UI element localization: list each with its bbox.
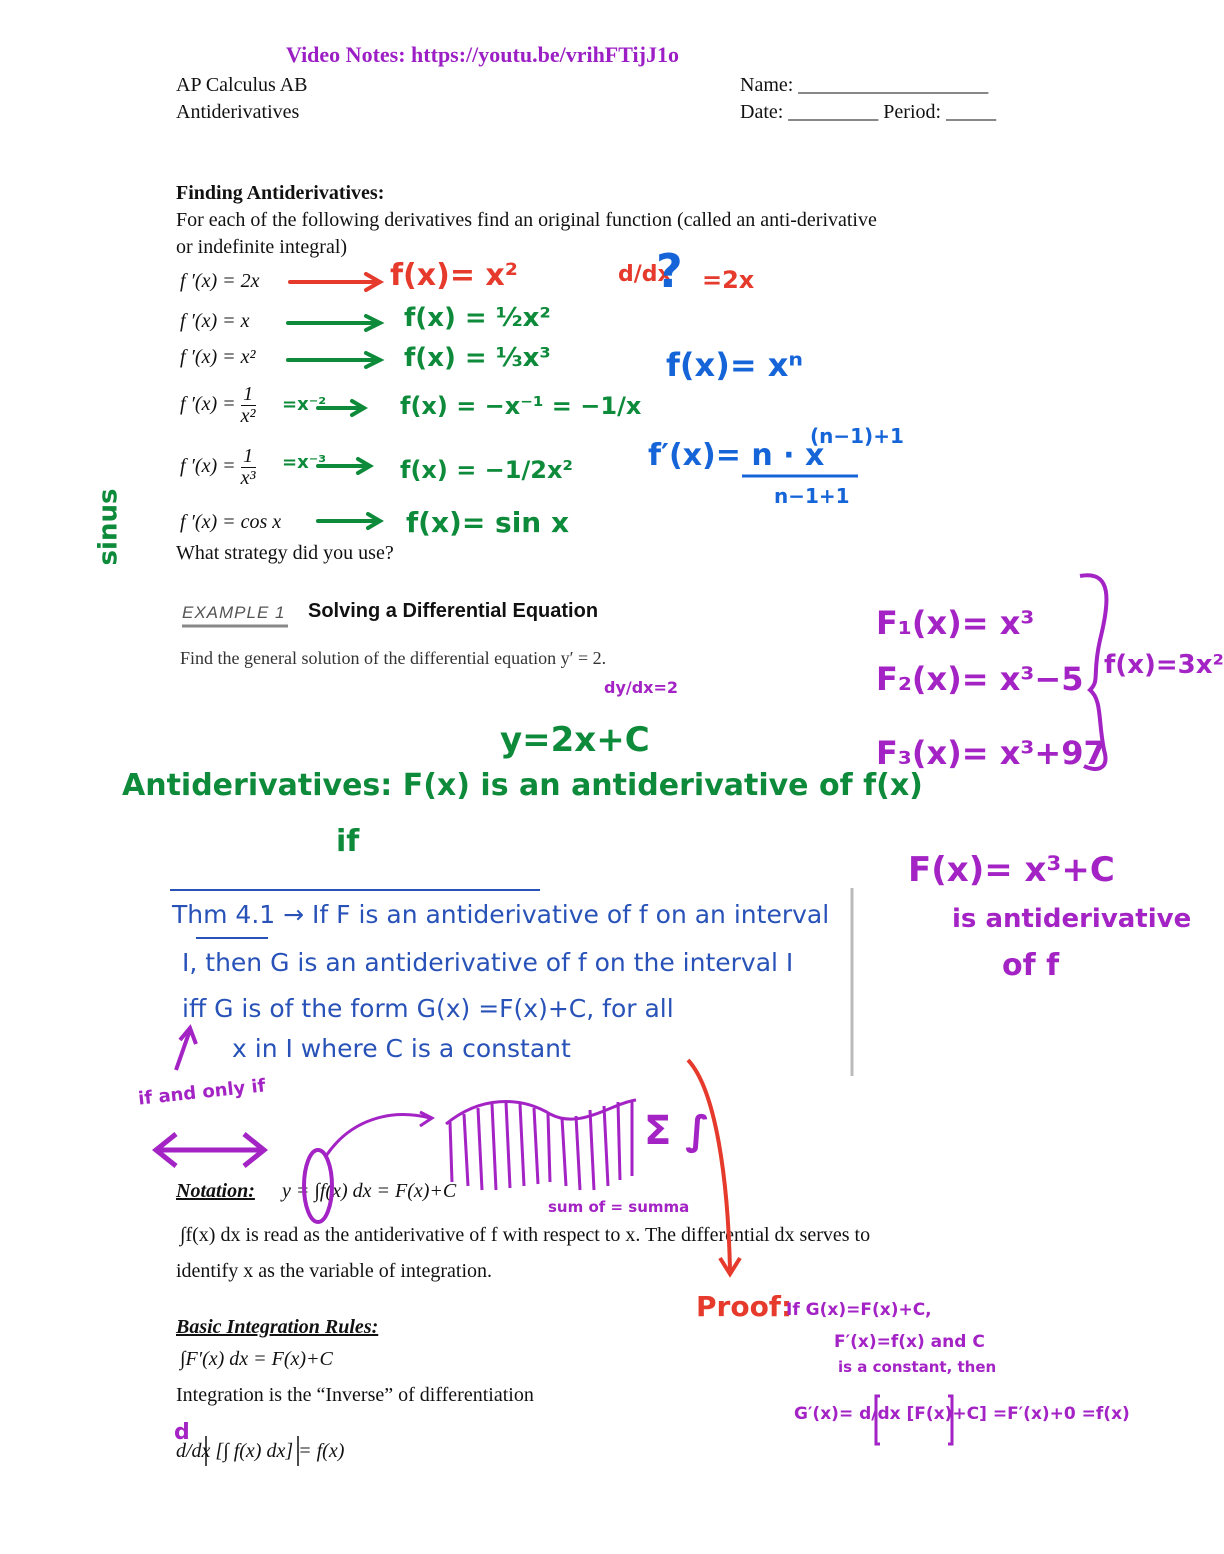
proof-line-4: G′(x)= d/dx [F(x)+C] =F′(x)+0 =f(x) [794,1404,1130,1424]
frac-num: 1 [241,384,256,406]
sigma-integral: Σ ∫ [644,1108,710,1154]
derivative-5-lhs: f ′(x) = [180,455,236,478]
sum-of-note: sum of = summa [548,1198,690,1216]
riemann-sum-sketch [446,1100,636,1190]
antiderivative-definition: Antiderivatives: F(x) is an antiderivative of f(x) [122,768,923,803]
dydx-note: dy/dx=2 [604,678,679,697]
equals-2x: =2x [702,266,755,294]
inverse-note: Integration is the “Inverse” of differentiation [176,1384,534,1406]
integral-circle [304,1150,332,1222]
derivative-4-lhs: f ′(x) = [180,393,236,416]
answer-4: f(x) = −x⁻¹ = −1/x [400,392,642,420]
antiderivative-F3: F₃(x)= x³+97 [876,734,1106,772]
power-rule-exponent: (n−1)+1 [810,424,904,448]
general-solution: y=2x+C [500,720,650,760]
inline-note-1: =x⁻² [282,394,327,415]
derivative-3: f ′(x) = x² [180,346,256,368]
proof-line-1: If G(x)=F(x)+C, [786,1300,932,1320]
power-function: f(x)= xⁿ [666,346,803,384]
general-antiderivative: F(x)= x³+C [908,850,1115,890]
course-title: AP Calculus AB [176,74,308,96]
iff-note: if and only if [137,1075,267,1110]
finding-prompt-1: For each of the following derivatives find an original function (called an anti-derivative [176,209,877,231]
side-note-sinus: sinus [93,488,124,566]
if-word: if [336,824,360,859]
frac-num: 1 [241,446,256,468]
inline-note-2: =x⁻³ [282,452,327,473]
rules-title: Basic Integration Rules: [176,1316,379,1338]
ddx-note: d/dx [618,262,672,287]
power-rule-denominator: n−1+1 [774,484,850,508]
derivative-1: f ′(x) = 2x [180,270,260,292]
power-rule-derivative: f′(x)= n · x [648,438,825,473]
derivative-6: f ′(x) = cos x [180,511,282,533]
theorem-line-4: x in I where C is a constant [232,1034,571,1063]
date-period-field: Date: _________ Period: _____ [740,101,997,123]
example-tag: EXAMPLE 1 [182,603,286,622]
antiderivative-F1: F₁(x)= x³ [876,604,1035,642]
notation-line-1: ∫f(x) dx is read as the antiderivative of f with respect to x. The differential dx serves to [180,1224,871,1246]
rule-2: d/dx [∫ f(x) dx] = f(x) [176,1440,345,1462]
question-mark: ? [656,244,683,298]
example-title: Solving a Differential Equation [308,600,599,622]
rule-1: ∫F′(x) dx = F(x)+C [180,1348,333,1370]
proof-line-2: F′(x)=f(x) and C [834,1332,985,1352]
frac-den: x² [240,405,256,427]
notation-formula: y = ∫f(x) dx = F(x)+C [282,1180,457,1202]
answer-5: f(x) = −1/2x² [400,456,573,484]
answer-1: f(x)= x² [390,258,518,293]
answer-3: f(x) = ⅓x³ [404,343,551,373]
strategy-question: What strategy did you use? [176,542,394,564]
notation-line-2: identify x as the variable of integration. [176,1260,493,1282]
name-field: Name: ___________________ [740,74,989,96]
frac-den: x³ [240,467,256,489]
antiderivative-F2: F₂(x)= x³−5 [876,660,1084,698]
answer-6: f(x)= sin x [406,506,570,539]
d-mark: d [174,1420,190,1445]
derivative-2: f ′(x) = x [180,310,250,332]
theorem-line-3: iff G is of the form G(x) =F(x)+C, for all [182,994,674,1023]
theorem-line-1: Thm 4.1 → If F is an antiderivative of f on an interval [172,900,830,929]
example-problem: Find the general solution of the differential equation y′ = 2. [180,648,607,668]
proof-line-3: is a constant, then [838,1358,997,1376]
topic-title: Antiderivatives [176,101,300,123]
theorem-line-2: I, then G is an antiderivative of f on the interval I [182,948,794,977]
answer-2: f(x) = ½x² [404,303,551,333]
finding-title: Finding Antiderivatives: [176,182,385,204]
finding-prompt-2: or indefinite integral) [176,236,348,258]
of-f-note: of f [1002,948,1060,983]
video-notes-link[interactable]: Video Notes: https://youtu.be/vrihFTijJ1o [286,42,679,67]
is-antiderivative-note: is antiderivative [952,904,1192,934]
proof-arrow [688,1060,730,1270]
proof-label: Proof: [696,1290,793,1323]
notation-label: Notation: [176,1180,255,1202]
common-derivative: f(x)=3x² [1104,650,1224,680]
curly-brace [1080,575,1107,769]
